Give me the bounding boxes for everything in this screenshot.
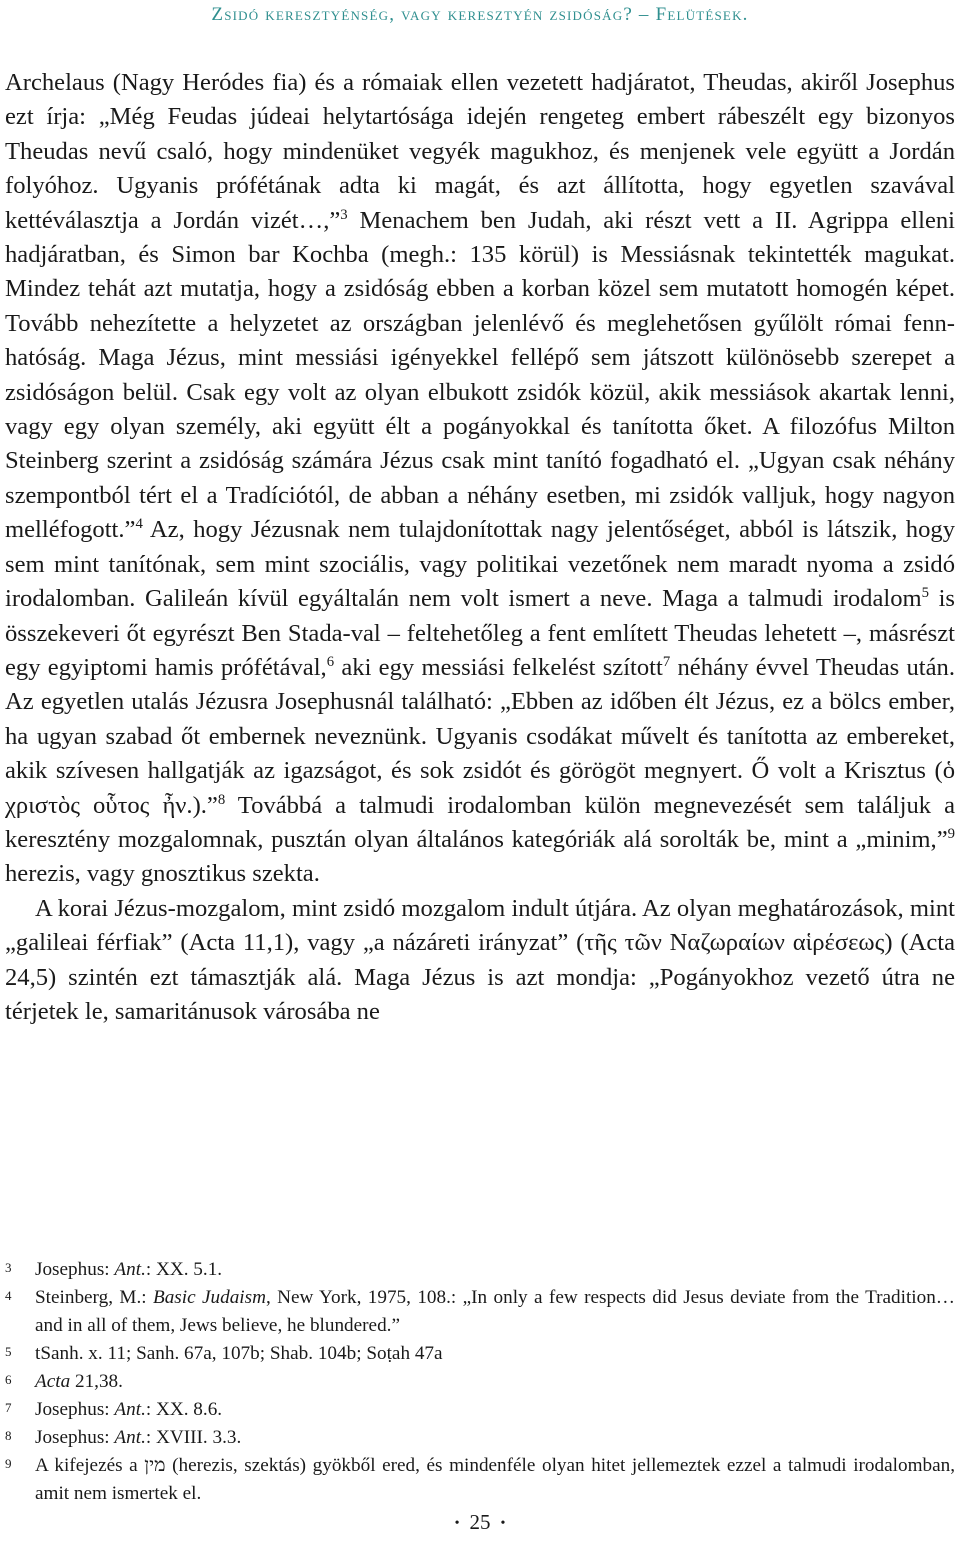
footnote-number: 8: [5, 1428, 12, 1443]
footnote-number: 7: [5, 1400, 12, 1415]
body-text: [5, 66, 955, 1029]
footnote-reference: 9: [947, 825, 955, 842]
footnote-reference: 5: [921, 584, 930, 601]
bullet-ornament-icon: •: [500, 1516, 506, 1532]
footnote-number: 5: [5, 1344, 12, 1359]
footnote-text: A kifejezés a מין (herezis, szektás) gyökből ered, és mindenféle olyan hitet jellemeztek ezzel a talmudi irodalomban, amit nem ismertek el.: [35, 1455, 955, 1504]
footnote-reference: 8: [217, 791, 226, 808]
footnote-number: 9: [5, 1456, 12, 1471]
page-number-footer: [0, 1510, 960, 1535]
footnote-text: Josephus: Ant.: XX. 5.1.: [35, 1259, 223, 1280]
footnote: [5, 1368, 955, 1396]
footnote-text: tSanh. x. 11; Sanh. 67a, 107b; Shab. 104b; Soṭah 47a: [35, 1343, 443, 1364]
footnote: [5, 1284, 955, 1340]
footnote-reference: 3: [340, 206, 348, 223]
paragraph-1: Archelaus (Nagy Heródes fia) és a rómaiak ellen vezetett hadjáratot, Theudas, akiről Josephus ezt írja: „Még Feudas júdeai helytartósága idején rengeteg embert rábeszélt egy bizonyos Theudas nevű csaló, hogy mindenüket vegyék magukhoz, és menjenek vele együtt a Jordán folyóhoz. Ugyanis prófétának adta ki magát, és azt állította, hogy egyetlen szavával kettéválasztja a Jordán vizét…,”$^3$ Menachem ben Judah, aki részt vett a II. Agrippa elleni hadjáratban, és Simon bar Kochba (megh.: 135 körül) is Messiásnak tekintették magukat. Mindez tehát azt mutatja, hogy a zsidóság ebben a korban közel sem mutatott homogén képet. Tovább nehezítette a helyzetet az országban jelenlévő és meglehetősen gyűlölt római fennhatóság. Maga Jézus, mint messiási igényekkel fellépő sem játszott különösebb szerepet a zsidóságon belül. Csak egy volt az olyan elbukott zsidók közül, akik messiások akartak lenni, vagy egy olyan személy, aki együtt élt a pogányokkal és tanította őket. A filozófus Milton Steinberg szerint a zsidóság számára Jézus csak mint tanító fogadható el. „Ugyan csak néhány szempontból tért el a Tradíciótól, de abban a néhány esetben, mi zsidók valljuk, hogy nagyon melléfogott.”$^4$ Az, hogy Jézusnak nem tulajdonítottak nagy jelentőséget, abból is látszik, hogy sem mint tanítónak, sem mint szociális, vagy politikai vezetőnek nem maradt nyoma a zsidó irodalomban. Galileán kívül egyáltalán nem volt ismert a neve. Maga a talmudi irodalom$^5$ is összekeveri őt egyrészt Ben Stada-val – feltehetőleg a fent említett Theudas lehetett –, másrészt egy egyiptomi hamis prófétával,$^6$ aki egy messiási felkelést szított$^7$ néhány évvel Theudas után. Az egyetlen utalás Jézusra Josephusnál található: „Ebben az időben élt Jézus, ez a bölcs ember, ha ugyan szabad őt embernek neveznünk. Ugyanis csodákat művelt és tanította az embereket, akik szívesen hallgatják az igazságot, és sok zsidót és görögöt megnyert. Ő volt a Krisztus (ὁ χριστὸς οὗτος ἦν.).”$^8$ Továbbá a talmudi irodalomban külön megnevezését sem találjuk a keresztény mozgalomnak, pusztán olyan általános kategóriák alá sorolták be, mint a „minim,”$^9$ herezis, vagy gnosztikus szekta.: [5, 69, 955, 888]
footnote: [5, 1396, 955, 1424]
italic-text: Ant.: [114, 1259, 146, 1280]
footnote-text: Steinberg, M.: Basic Judaism, New York, 1975, 108.: „In only a few respects did Jesus deviate from the Tradition… and in all of them, Jews believe, he blundered.”: [35, 1287, 955, 1336]
footnote-text: Acta 21,38.: [35, 1371, 123, 1392]
footnote: [5, 1256, 955, 1284]
footnote-reference: 4: [135, 516, 143, 533]
paragraph-2: A korai Jézus-mozgalom, mint zsidó mozgalom indult útjára. Az olyan meghatározások, mint „galileai férfiak” (Acta 11,1), vagy „a názáreti irányzat” (τῆς τῶν Ναζωραίων αἱρέσεως) (Acta 24,5) szintén ezt támasztják alá. Maga Jézus is azt mondja: „Pogányokhoz vezető útra ne térjetek le, samaritánusok városába ne: [5, 894, 955, 1025]
footnote: [5, 1340, 955, 1368]
italic-text: Ant.: [114, 1399, 146, 1420]
italic-text: Acta: [35, 1371, 71, 1392]
footnote-reference: 7: [662, 653, 671, 670]
footnote-number: 6: [5, 1372, 12, 1387]
footnote: [5, 1452, 955, 1508]
footnote: [5, 1424, 955, 1452]
footnotes: [5, 1256, 955, 1508]
page-number: 25: [469, 1510, 491, 1534]
bullet-ornament-icon: •: [454, 1516, 460, 1532]
running-header: Zsidó keresztyénség, vagy keresztyén zsidóság? – Felütések.: [211, 4, 749, 25]
footnote-number: 3: [5, 1260, 12, 1275]
italic-text: Ant.: [114, 1427, 146, 1448]
footnote-number: 4: [5, 1288, 12, 1303]
footnote-reference: 6: [326, 653, 335, 670]
footnote-text: Josephus: Ant.: XVIII. 3.3.: [35, 1427, 242, 1448]
footnote-text: Josephus: Ant.: XX. 8.6.: [35, 1399, 223, 1420]
italic-text: Basic Judaism: [152, 1287, 266, 1308]
